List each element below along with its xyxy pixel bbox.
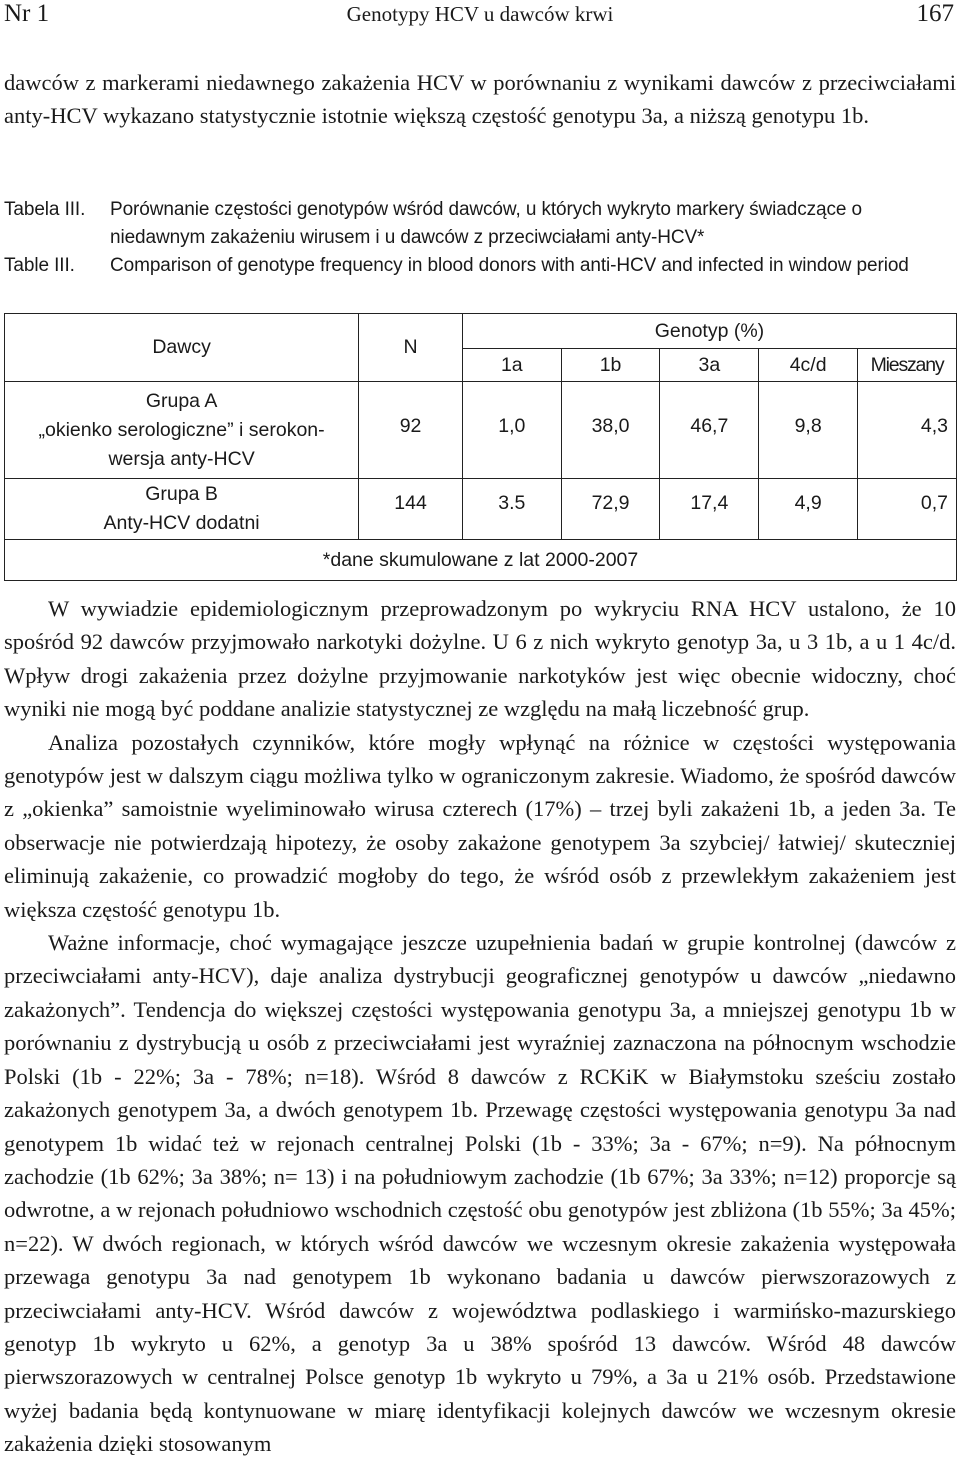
header-dawcy: Dawcy (5, 314, 359, 382)
cell-mieszany (858, 382, 957, 479)
cell-3a (660, 479, 759, 540)
row-group-name (5, 479, 359, 540)
cell-1b-value: 72,9 (591, 491, 630, 514)
cell-n-value: 144 (394, 491, 427, 514)
table-footnote: *dane skumulowane z lat 2000-2007 (5, 540, 957, 581)
cell-1b (561, 479, 660, 540)
running-title: Genotypy HCV u dawców krwi (346, 2, 614, 26)
body-paragraph: Analiza pozostałych czynników, które mogły wpłynąć na różnice w częstości występowania genotypów jest w dalszym ciągu możliwa tylko w ograniczonym zakresie. Wiadomo, że spośród dawców z „okienka” samoistnie wyeliminowało wirusa czterech (17%) – trzej byli zakażeni 1b, a jeden 3a. Te obserwacje nie potwierdzają hipotezy, że osoby zakażone genotypem 3a szybciej/ łatwiej/ skuteczniej eliminują zakażenie, co prowadzić mogłoby do tego, że wśród osób z przewlekłym zakażeniem jest większa częstość genotypu 1b. (4, 729, 956, 922)
header-genotype: Genotyp (%) (462, 314, 956, 349)
subheader-1a: 1a (462, 349, 561, 382)
caption-pl-label: Tabela III. (4, 199, 86, 220)
table-footnote-row (5, 540, 957, 581)
intro-text: dawców z markerami niedawnego zakażenia HCV w porównaniu z wynikami dawców z przeciwciałami anty-HCV wykazano statystycznie istotnie większą częstość genotypu 3a, a niższą genotypu 1b. (4, 70, 956, 129)
cell-3a-value: 17,4 (690, 491, 729, 514)
cell-1b-value: 38,0 (591, 414, 630, 437)
caption-english (4, 252, 956, 280)
running-head (0, 0, 960, 34)
table-row (5, 479, 957, 540)
cell-3a-value: 46,7 (690, 414, 729, 437)
body-paragraph: Ważne informacje, choć wymagające jeszcze uzupełnienia badań w grupie kontrolnej (dawców z przeciwciałami anty-HCV), daje analiza dystrybucji geograficznej genotypów u dawców „niedawno zakażonych”. Tendencja do większej częstości występowania genotypu 3a, a mniejszej genotypu 1b w porównaniu z dystrybucją u osób z przeciwciałami jest wyraźniej zaznaczona na północnym wschodzie Polski (1b - 22%; 3a - 78%; n=18). Wśród 8 dawców z RCKiK w Białymstoku sześciu zostało zakażonych genotypem 3a, a dwóch genotypem 1b. Przewagę częstości występowania genotypu 3a nad genotypem 1b widać też w rejonach centralnej Polski (1b - 33%; 3a - 67%; n=9). Na północnym zachodzie (1b 62%; 3a 38%; n= 13) i na południowym zachodzie (1b 67%; 3a 33%; n=12) proporcje są odwrotne, a w rejonach południowo wschodnich częstość obu genotypów jest zbliżona (1b 55%; 3a 45%; n=22). W dwóch regionach, w których wśród dawców we wczesnym okresie zakażenia występowała przewaga genotypu 3a nad genotypem 1b wykonano badania u dawców pierwszorazowych z przeciwciałami anty-HCV. Wśród dawców z województwa podlaskiego i warmińsko-mazurskiego genotyp 1b wykryto u 62%, a genotyp 3a u 38% spośród 13 dawców. Wśród 48 dawców pierwszorazowych w centralnej Polsce genotyp 1b wykryto u 79%, a 3a u 21% osób. Przedstawione wyżej badania będą kontynuowane w miarę identyfikacji kolejnych dawców we wczesnym okresie zakażenia dzięki stosowanym (4, 930, 956, 1457)
cell-4cd-value: 4,9 (794, 491, 822, 514)
group-b-line1: Grupa B (145, 483, 218, 505)
row-group-name (5, 382, 359, 479)
cell-4cd (759, 479, 858, 540)
genotype-table-wrap (4, 313, 957, 581)
caption-en-text: Comparison of genotype frequency in blood donors with anti-HCV and infected in window period (110, 255, 909, 276)
group-a-line3: wersja anty-HCV (108, 447, 255, 470)
genotype-table (4, 313, 957, 581)
cell-n-value: 92 (399, 414, 422, 437)
group-a-line2: „okienko serologiczne” i serokon- (38, 418, 325, 441)
subheader-mieszany: Mieszany (858, 349, 957, 382)
table-header-row (5, 314, 957, 349)
cell-4cd (759, 382, 858, 479)
body-text (4, 592, 956, 1461)
page-number: 167 (916, 0, 954, 27)
caption-polish (4, 196, 956, 252)
cell-1a-value: 3.5 (498, 491, 526, 514)
cell-n (359, 479, 463, 540)
cell-3a (660, 382, 759, 479)
table-caption (4, 196, 956, 280)
cell-1a (462, 479, 561, 540)
subheader-1b: 1b (561, 349, 660, 382)
cell-mieszany-value: 4,3 (920, 414, 948, 437)
cell-mieszany-value: 0,7 (920, 491, 948, 514)
intro-paragraph (4, 66, 956, 133)
cell-4cd-value: 9,8 (794, 414, 822, 437)
issue-number: Nr 1 (4, 0, 50, 27)
subheader-4cd: 4c/d (759, 349, 858, 382)
cell-1b (561, 382, 660, 479)
group-a-line1: Grupa A (145, 389, 218, 412)
subheader-3a: 3a (660, 349, 759, 382)
cell-mieszany (858, 479, 957, 540)
table-row (5, 382, 957, 479)
cell-n (359, 382, 463, 479)
caption-en-label: Table III. (4, 255, 75, 276)
header-n: N (359, 314, 463, 382)
group-b-line2: Anty-HCV dodatni (103, 512, 260, 534)
caption-pl-text: Porównanie częstości genotypów wśród dawców, u których wykryto markery świadczące o niedawnym zakażeniu wirusem i u dawców z przeciwciałami anty-HCV* (110, 199, 863, 248)
body-paragraph: W wywiadzie epidemiologicznym przeprowadzonym po wykryciu RNA HCV ustalono, że 10 spośród 92 dawców przyjmowało narkotyki dożylne. U 6 z nich wykryto genotyp 3a, u 3 1b, a u 1 4c/d. Wpływ drogi zakażenia przez dożylne przyjmowanie narkotyków jest więc obecnie widoczny, choć wyniki nie mogą być poddane analizie statystycznej ze względu na małą liczebność grup. (4, 596, 956, 722)
cell-1a (462, 382, 561, 479)
cell-1a-value: 1,0 (498, 414, 526, 437)
